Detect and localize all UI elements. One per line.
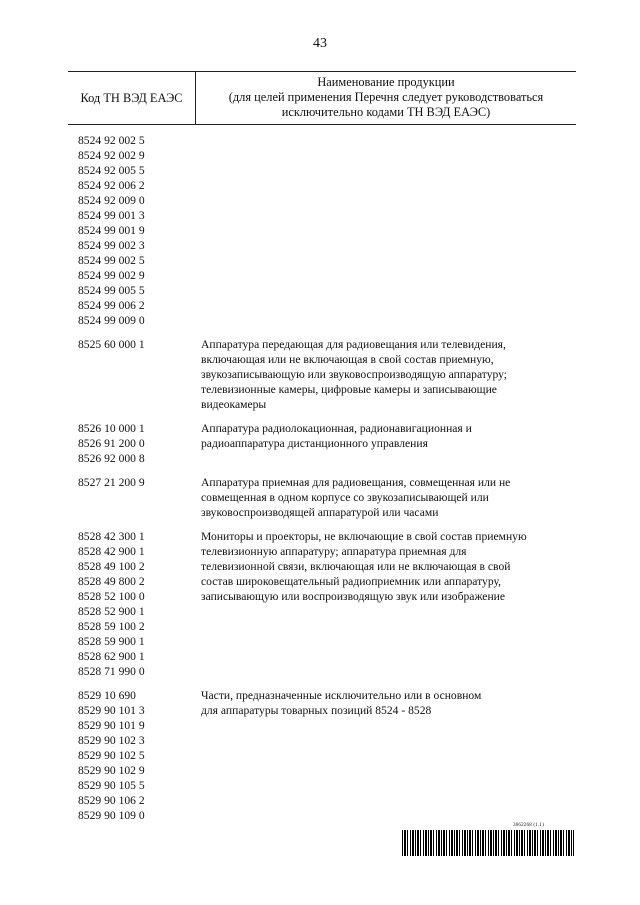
code-cell bbox=[78, 337, 201, 412]
hs-code: 8529 90 109 0 bbox=[78, 809, 145, 822]
hs-code: 8529 90 102 3 bbox=[78, 734, 145, 747]
description-cell bbox=[201, 688, 578, 823]
hs-code: 8525 60 000 1 bbox=[78, 338, 145, 351]
description-line: состав широковещательный радиоприемник или аппаратуру, bbox=[201, 575, 502, 588]
table-row bbox=[78, 475, 578, 520]
hs-code: 8528 42 900 1 bbox=[78, 545, 145, 558]
description-line: Аппаратура приемная для радиовещания, совмещенная или не bbox=[201, 476, 511, 489]
table-header bbox=[68, 71, 576, 125]
description-line: телевизионную аппаратуру; аппаратура приемная для bbox=[201, 545, 467, 558]
hs-code: 8524 92 005 5 bbox=[78, 164, 145, 177]
hs-code: 8528 49 100 2 bbox=[78, 560, 145, 573]
description-line: включающая или не включающая в свой состав приемную, bbox=[201, 353, 494, 366]
description-cell bbox=[201, 475, 578, 520]
code-cell bbox=[78, 688, 201, 823]
table-row bbox=[78, 421, 578, 466]
hs-code: 8524 92 002 5 bbox=[78, 134, 145, 147]
table-body bbox=[78, 133, 578, 832]
hs-code: 8528 62 900 1 bbox=[78, 650, 145, 663]
code-cell bbox=[78, 475, 201, 520]
hs-code: 8528 59 900 1 bbox=[78, 635, 145, 648]
description-line: радиоаппаратура дистанционного управления bbox=[201, 437, 428, 450]
hs-code: 8526 10 000 1 bbox=[78, 422, 145, 435]
hs-code: 8528 52 100 0 bbox=[78, 590, 145, 603]
hs-code: 8527 21 200 9 bbox=[78, 476, 145, 489]
header-name-column bbox=[196, 75, 576, 120]
description-line: для аппаратуры товарных позиций 8524 - 8528 bbox=[201, 704, 432, 717]
hs-code: 8529 90 102 5 bbox=[78, 749, 145, 762]
description-line: Части, предназначенные исключительно или в основном bbox=[201, 689, 482, 702]
description-line: записывающую или воспроизводящую звук или изображение bbox=[201, 590, 505, 603]
hs-code: 8528 52 900 1 bbox=[78, 605, 145, 618]
header-name-line: исключительно кодами ТН ВЭД ЕАЭС) bbox=[281, 105, 491, 119]
description-line: видеокамеры bbox=[201, 398, 267, 411]
hs-code: 8529 10 690 bbox=[78, 689, 136, 702]
hs-code: 8528 42 300 1 bbox=[78, 530, 145, 543]
description-cell bbox=[201, 133, 578, 328]
description-cell bbox=[201, 421, 578, 466]
code-cell bbox=[78, 421, 201, 466]
barcode bbox=[402, 830, 574, 856]
hs-code: 8524 99 002 5 bbox=[78, 254, 145, 267]
description-line: телевизионные камеры, цифровые камеры и записывающие bbox=[201, 383, 497, 396]
description-line: Аппаратура передающая для радиовещания или телевидения, bbox=[201, 338, 506, 351]
description-cell bbox=[201, 529, 578, 679]
hs-code: 8528 71 990 0 bbox=[78, 665, 145, 678]
description-line: Мониторы и проекторы, не включающие в свой состав приемную bbox=[201, 530, 527, 543]
hs-code: 8524 99 001 3 bbox=[78, 209, 145, 222]
header-name-line: Наименование продукции bbox=[317, 75, 455, 89]
hs-code: 8526 91 200 0 bbox=[78, 437, 145, 450]
hs-code: 8524 92 009 0 bbox=[78, 194, 145, 207]
hs-code: 8524 99 002 3 bbox=[78, 239, 145, 252]
description-line: звуковоспроизводящей аппаратурой или часами bbox=[201, 506, 439, 519]
hs-code: 8528 49 800 2 bbox=[78, 575, 145, 588]
hs-code: 8524 99 006 2 bbox=[78, 299, 145, 312]
hs-code: 8524 99 002 9 bbox=[78, 269, 145, 282]
header-name-line: (для целей применения Перечня следует руководствоваться bbox=[228, 90, 544, 104]
table-row bbox=[78, 133, 578, 328]
document-code: 3662268 (1.1) bbox=[513, 823, 544, 828]
page-number: 43 bbox=[313, 36, 327, 51]
description-line: совмещенная в одном корпусе со звукозаписывающей или bbox=[201, 491, 489, 504]
code-cell bbox=[78, 529, 201, 679]
hs-code: 8524 92 002 9 bbox=[78, 149, 145, 162]
hs-code: 8524 99 009 0 bbox=[78, 314, 145, 327]
description-line: телевизионной связи, включающая или не включающая в свой bbox=[201, 560, 511, 573]
code-cell bbox=[78, 133, 201, 328]
header-code-column: Код ТН ВЭД ЕАЭС bbox=[80, 90, 183, 105]
hs-code: 8529 90 101 9 bbox=[78, 719, 145, 732]
table-row bbox=[78, 688, 578, 823]
description-cell bbox=[201, 337, 578, 412]
table-row bbox=[78, 337, 578, 412]
description-line: звукозаписывающую или звуковоспроизводящую аппаратуру; bbox=[201, 368, 508, 381]
hs-code: 8529 90 106 2 bbox=[78, 794, 145, 807]
hs-code: 8529 90 102 9 bbox=[78, 764, 145, 777]
hs-code: 8526 92 000 8 bbox=[78, 452, 145, 465]
hs-code: 8529 90 101 3 bbox=[78, 704, 145, 717]
hs-code: 8529 90 105 5 bbox=[78, 779, 145, 792]
table-row bbox=[78, 529, 578, 679]
description-line: Аппаратура радиолокационная, радионавигационная и bbox=[201, 422, 472, 435]
hs-code: 8524 92 006 2 bbox=[78, 179, 145, 192]
hs-code: 8528 59 100 2 bbox=[78, 620, 145, 633]
hs-code: 8524 99 001 9 bbox=[78, 224, 145, 237]
hs-code: 8524 99 005 5 bbox=[78, 284, 145, 297]
